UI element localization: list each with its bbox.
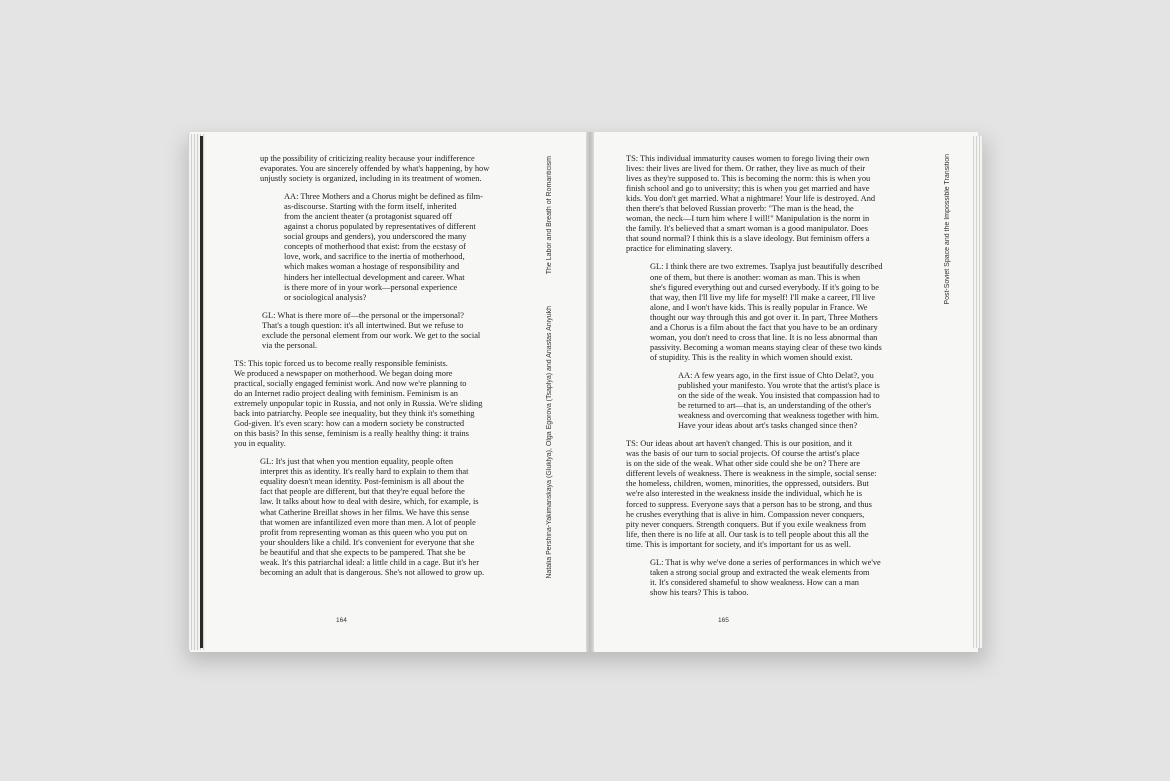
right-page xyxy=(590,132,978,652)
left-running-head: The Labor and Breath of Romanticism xyxy=(546,156,553,275)
right-para-3: AA: A few years ago, in the first issue of Chto Delat?, you published your manifesto. You wrote that the artist's place is on the side of the weak. You insisted that compassion had to be returned to art—that is, an understanding of the other's weakness and overcoming that weakness together with him. Have your ideas about art's tasks changed since then? xyxy=(678,370,880,431)
left-page-edges xyxy=(188,134,206,650)
right-running-head: Post-Soviet Space and the Impossible Transition xyxy=(944,154,951,305)
left-para-4: TS: This topic forced us to become really responsible feminists. We produced a newspaper on motherhood. We began doing more practical, socially engaged feminist work. And now we're planning to do an Internet radio project dealing with feminism. Feminism is an extremely unpopular topic in Russia, and not only in Russia. We're sliding back into patriarchy. People see inequality, but they think it's something God-given. It's even scary: how can a modern society be constructed on this basis? In this sense, feminism is a really healthy thing: it trains you in equality. xyxy=(234,358,483,449)
right-page-text xyxy=(626,154,926,606)
right-page-edges xyxy=(973,136,983,648)
right-para-5: GL: That is why we've done a series of performances in which we've taken a strong social group and extracted the weak elements from it. It's considered shameful to show weakness. How can a man show his tears? This is taboo. xyxy=(650,557,881,597)
left-cover-edge xyxy=(200,136,203,648)
right-para-2: GL: I think there are two extremes. Tsaplya just beautifully described one of them, but there is another: woman as man. This is when she's figured everything out and cursed everybody. If it's going to be that way, then I'll live my life for myself! I'll make a career, I'll live alone, and I won't have kids. This is really popular in France. We thought our way through this and got over it. In part, Three Mothers and a Chorus is a film about the fact that you have to be an ordinary woman, you don't need to cross that line. It is no less abnormal than passivity. Becoming a woman means staying clear of these two kinds of stupidity. This is the reality in which women should exist. xyxy=(650,262,883,362)
right-page-number: 165 xyxy=(718,617,729,624)
right-para-1: TS: This individual immaturity causes women to forego living their own lives: their lives are lived for them. Or rather, they live as much of their lives as they're supposed to. This is becoming the norm: this is when you finish school and go to university; this is when you get married and have kids. You don't get married. What a nightmare! Your life is destroyed. And then there's that beloved Russian proverb: "The man is the head, the woman, the neck—I turn him where I will!" Manipulation is the norm in the family. It's believed that a smart woman is a good manipulator. Does that sound normal? I think this is a slave ideology. But feminism offers a practice for eliminating slavery. xyxy=(626,154,876,254)
left-author-line: Natalia Pershina-Yakimanskaya (Gluklya), Olga Egorova (Tsaplya) and Anastas Aniyukh xyxy=(546,306,553,579)
left-para-1: up the possibility of criticizing reality because your indifference evaporates. You are sincerely offended by what's happening, by how unjustly society is organized, including in its treatment of women. xyxy=(260,154,490,184)
left-para-3: GL: What is there more of—the personal or the impersonal? That's a tough question: it's all intertwined. But we refuse to exclude the personal element from our work. We get to the social via the personal. xyxy=(262,310,481,350)
left-page-text xyxy=(234,154,510,586)
right-para-4: TS: Our ideas about art haven't changed. This is our position, and it was the basis of our turn to social projects. Of course the artist's place is on the side of the weak. What other side could she be on? There are different levels of weakness. There is weakness in the simple, social sense: the homeless, children, women, minorities, the oppressed, outsiders. But we're also interested in the weakness inside the individual, which he is forced to suppress. Everyone says that a person has to be strong, and thus he crushes everything that is alive in him. Compassion never conquers, pity never conquers. Strength conquers. But if you exile weakness from life, then there is no life at all. Our task is to tell people about this all the time. This is important for society, and it's important for us as well. xyxy=(626,439,877,549)
left-page-number: 164 xyxy=(336,617,347,624)
left-para-5: GL: It's just that when you mention equality, people often interpret this as identity. It's really hard to explain to them that equality doesn't mean identity. Post-feminism is all about the fact that people are different, but that they're equal before the law. It talks about how to deal with desire, which, for example, is what Catherine Breillat shows in her films. We have this sense that women are infantilized even more than men. A lot of people profit from representing woman as this queen who you put on your shoulders like a child. It's convenient for everyone that she be beautiful and that she expects to be pampered. That she be weak. It's this patriarchal ideal: a little child in a cage. But it's her becoming an adult that is dangerous. She's not allowed to grow up. xyxy=(260,457,485,577)
left-page xyxy=(190,132,588,652)
book-gutter xyxy=(586,132,594,652)
left-para-2: AA: Three Mothers and a Chorus might be defined as film- as-discourse. Starting with the form itself, inherited from the ancient theater (a protagonist squared off against a chorus populated by representatives of different social groups and genders), you underscored the many concepts of motherhood that exist: from the ecstasy of love, work, and sacrifice to the inertia of motherhood, which makes woman a hostage of responsibility and hinders her intellectual development and career. What is there more of in your work—personal experience or sociological analysis? xyxy=(284,192,483,302)
